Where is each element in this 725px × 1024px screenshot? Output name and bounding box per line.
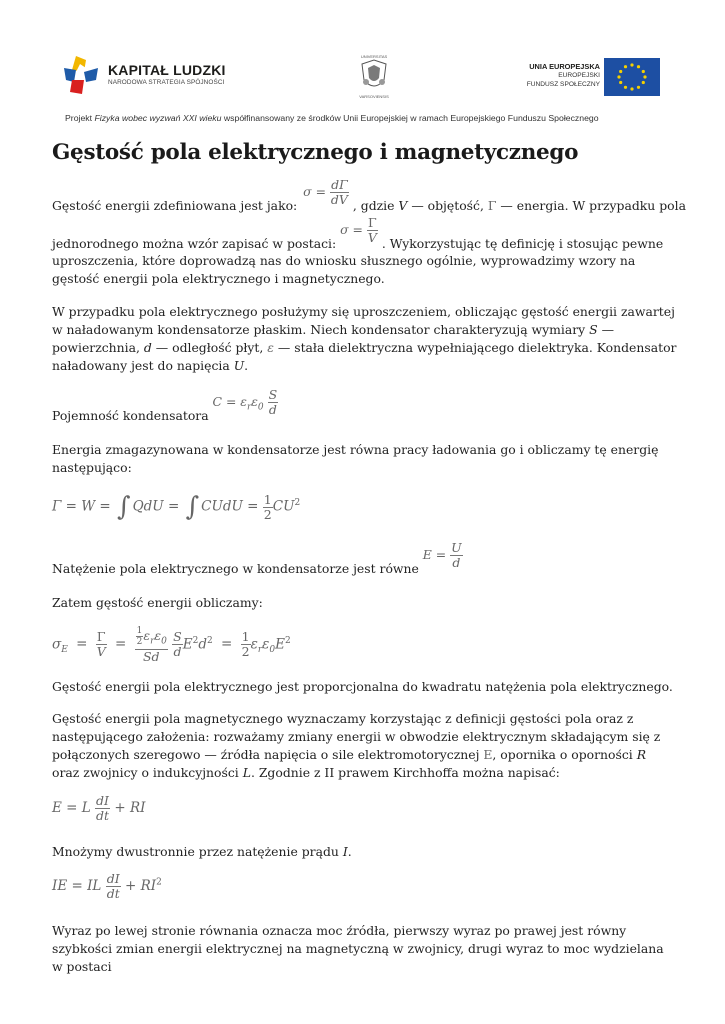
density-tail-sub-0: 0 xyxy=(269,644,276,655)
density-equation xyxy=(52,626,291,664)
density-f1-den: V xyxy=(96,644,106,660)
uniform-lhs: σ = xyxy=(340,222,363,237)
page-header xyxy=(0,0,725,130)
density-tail: E xyxy=(275,636,285,653)
p3-text: Pojemność kondensatora xyxy=(52,408,209,423)
density-mid2: d xyxy=(198,636,207,653)
capacity-denominator: d xyxy=(268,402,277,417)
density-eq-2: = xyxy=(115,636,127,653)
capacity-numerator: S xyxy=(268,387,278,402)
kirchhoff-fraction xyxy=(95,794,110,823)
energy-tail: CU xyxy=(272,498,295,515)
eu-logo-text xyxy=(527,62,600,89)
university-seal-icon xyxy=(352,52,396,100)
symbol-v: V xyxy=(398,198,408,213)
density-f2 xyxy=(135,626,168,664)
kirchhoff-lhs: E = L xyxy=(52,800,91,816)
p2-end-dot: . xyxy=(244,358,249,373)
power-fraction xyxy=(106,872,121,901)
density-f1 xyxy=(96,630,107,659)
density-f4-num: 1 xyxy=(241,629,250,645)
kapital-ludzki-star-icon xyxy=(62,50,102,96)
p1-text-e: jednorodnego można wzór zapisać w postaci: xyxy=(52,236,337,251)
seal-text-top: UNIVERSITAS xyxy=(360,54,388,59)
p1-text-b: , gdzie xyxy=(352,198,395,213)
kirchhoff-tail: + RI xyxy=(114,800,146,816)
capacity-lhs: C = ε xyxy=(212,394,247,409)
paragraph-1-rest: uproszczenia, które doprowadzą nas do wniosku słusznego ogólnie, wyprowadzimy wzory na gęstość energii pola elektrycznego i magnetycznego. xyxy=(52,253,636,286)
def-denominator: dV xyxy=(330,192,348,207)
kapital-ludzki-subtitle: NARODOWA STRATEGIA SPÓJNOŚCI xyxy=(108,79,225,86)
kirchhoff-equation xyxy=(52,794,145,823)
eu-flag-icon xyxy=(604,58,660,96)
paragraph-8 xyxy=(52,710,677,782)
density-eq-3: = xyxy=(221,636,233,653)
density-f3-den: d xyxy=(173,644,182,660)
project-prefix: Projekt xyxy=(65,113,93,123)
power-numerator: dI xyxy=(106,871,120,886)
p8-text: Gęstość energii pola magnetycznego wyznaczamy korzystając z definicji gęstości pola oraz z następującego założenia: rozważamy zmiany energii w obwodzie elektrycznym składającym się z połączonych szeregowo — źródła napięcia o sile elektromotorycznej xyxy=(52,711,661,762)
p9-end-dot: . xyxy=(347,844,352,859)
def-fraction xyxy=(330,178,349,207)
density-f2-num xyxy=(135,626,168,650)
capacity-eps0: ε xyxy=(251,394,258,409)
energy-equation xyxy=(52,492,300,522)
paragraph-6: Zatem gęstość energii obliczamy: xyxy=(52,595,263,610)
symbol-epsilon: ε xyxy=(267,340,274,355)
project-suffix: współfinansowany ze środków Unii Europejskiej w ramach Europejskiego Funduszu Społecznego xyxy=(223,113,599,123)
field-numerator: U xyxy=(451,540,462,555)
energy-numerator: 1 xyxy=(263,491,272,507)
density-lhs-sub: E xyxy=(61,644,68,655)
capacity-fraction xyxy=(268,388,279,417)
energy-int1: QdU = xyxy=(132,498,180,515)
kapital-ludzki-title: KAPITAŁ LUDZKI xyxy=(108,62,226,78)
density-lhs: σ xyxy=(52,636,62,653)
p5-text: Natężenie pola elektrycznego w kondensatorze jest równe xyxy=(52,561,419,576)
density-f4 xyxy=(241,630,251,659)
density-tail-sub-r: r xyxy=(257,644,263,655)
paragraph-2 xyxy=(52,303,677,375)
p1-text-f: . Wykorzystując tę definicję i stosując pewne xyxy=(381,236,664,251)
project-name: Fizyka wobec wyzwań XXI wieku xyxy=(94,113,222,123)
p1-text-a: Gęstość energii zdefiniowana jest jako: xyxy=(52,198,298,213)
kirchhoff-numerator: dI xyxy=(96,793,109,808)
power-lhs: IE = IL xyxy=(52,878,102,894)
density-f2-sub-0: 0 xyxy=(161,636,167,647)
density-f1-num: Γ xyxy=(96,629,106,645)
power-denominator: dt xyxy=(106,886,120,901)
p2-text-c: — odległość płyt, xyxy=(155,340,264,355)
capacity-sub-r: r xyxy=(246,402,252,413)
density-tail-exp: 2 xyxy=(284,635,291,646)
energy-lhs: Γ = W = xyxy=(52,498,111,515)
symbol-d: d xyxy=(143,340,152,355)
sigma-def-equation xyxy=(303,177,353,207)
symbol-s: S xyxy=(589,322,598,337)
capacity-sub-0: 0 xyxy=(257,402,264,413)
density-f2-inner-num: 1 xyxy=(136,626,143,636)
density-f2-inner-den: 2 xyxy=(136,637,143,647)
def-numerator: dΓ xyxy=(331,177,348,192)
p1-text-c: — objętość, xyxy=(411,198,484,213)
seal-text-bottom: VARSOVIENSIS xyxy=(359,94,389,99)
power-equation xyxy=(52,872,162,901)
paragraph-7: Gęstość energii pola elektrycznego jest proporcjonalna do kwadratu natężenia pola elektrycznego. xyxy=(52,679,673,694)
energy-denominator: 2 xyxy=(263,506,272,522)
p2-text-d: — stała dielektryczna wypełniającego dielektryka. Kondensator naładowany jest do napięcia xyxy=(52,340,677,373)
density-f3-num: S xyxy=(173,629,182,645)
symbol-i: I xyxy=(342,844,348,859)
kapital-ludzki-logo xyxy=(62,48,262,98)
field-equation xyxy=(422,540,463,570)
field-denominator: d xyxy=(452,555,461,570)
eu-logo-title: UNIA EUROPEJSKA xyxy=(529,62,600,71)
p8-text-d: . Zgodnie z II prawem Kirchhoffa można napisać: xyxy=(250,765,560,780)
p2-text: W przypadku pola elektrycznego posłużymy się uproszczeniem, obliczając gęstość energii zawartej w naładowanym kondensatorze płaskim. Niech kondensator charakteryzują wymiary xyxy=(52,304,675,337)
uniform-numerator: Γ xyxy=(368,215,377,230)
uniform-fraction xyxy=(367,216,378,245)
eu-logo-line2: EUROPEJSKI xyxy=(558,72,600,79)
density-tail-eps: ε xyxy=(250,636,258,653)
integral-icon: ∫ xyxy=(117,492,131,522)
p8-text-c: oraz zwojnicy o indukcyjności xyxy=(52,765,239,780)
density-eq-1: = xyxy=(76,636,88,653)
eu-logo-line3: FUNDUSZ SPOŁECZNY xyxy=(526,81,600,88)
density-mid2-exp: 2 xyxy=(206,635,213,646)
paragraph-1-line-1 xyxy=(52,178,686,213)
p9-text: Mnożymy dwustronnie przez natężenie prądu xyxy=(52,844,339,859)
p8-text-b: , opornika o oporności xyxy=(492,747,633,762)
energy-exp: 2 xyxy=(294,498,301,508)
density-f2-sub-r: r xyxy=(150,636,155,647)
kirchhoff-denominator: dt xyxy=(96,808,110,823)
density-f4-den: 2 xyxy=(241,644,250,660)
def-lhs: σ = xyxy=(303,184,326,199)
field-lhs: E = xyxy=(422,547,447,562)
p2-text-b: — powierzchnia, xyxy=(52,322,614,355)
symbol-emf: E xyxy=(483,747,493,762)
density-mid-exp: 2 xyxy=(192,635,199,646)
integral-icon-2: ∫ xyxy=(185,492,200,522)
power-exp: 2 xyxy=(156,877,162,888)
page-title: Gęstość pola elektrycznego i magnetycznego xyxy=(52,140,579,165)
paragraph-9 xyxy=(52,843,677,861)
density-f3 xyxy=(172,630,183,659)
project-info-line xyxy=(65,113,599,123)
sigma-uniform-equation xyxy=(340,215,382,245)
paragraph-4: Energia zmagazynowana w kondensatorze jest równa pracy ładowania go i obliczamy tę energię następująco: xyxy=(52,442,659,475)
p1-text-d: — energia. W przypadku pola xyxy=(500,198,686,213)
energy-fraction xyxy=(263,493,273,522)
power-tail: + RI xyxy=(125,878,157,894)
uniform-denominator: V xyxy=(367,230,377,245)
energy-int2: CUdU = xyxy=(201,498,259,515)
capacity-line xyxy=(52,388,278,423)
symbol-u: U xyxy=(233,358,245,373)
symbol-gamma: Γ xyxy=(487,198,497,213)
density-f2-den: Sd xyxy=(142,648,160,664)
paragraph-1-line-2 xyxy=(52,216,663,251)
field-fraction xyxy=(450,541,463,570)
density-f2-num-rest: ε xyxy=(143,628,151,643)
symbol-l: L xyxy=(242,765,251,780)
paragraph-10: Wyraz po lewej stronie równania oznacza moc źródła, pierwszy wyraz po prawej jest równy szybkości zmian energii elektrycznej na magnetyczną w zwojnicy, drugi wyraz to moc wydzielana w postaci xyxy=(52,923,664,974)
density-mid: E xyxy=(182,636,193,653)
field-line xyxy=(52,541,463,576)
density-f2-eps0: ε xyxy=(154,628,162,643)
capacity-equation xyxy=(212,387,279,417)
eu-logo xyxy=(520,58,662,96)
density-tail-eps0: ε xyxy=(262,636,270,653)
symbol-r: R xyxy=(636,747,647,762)
